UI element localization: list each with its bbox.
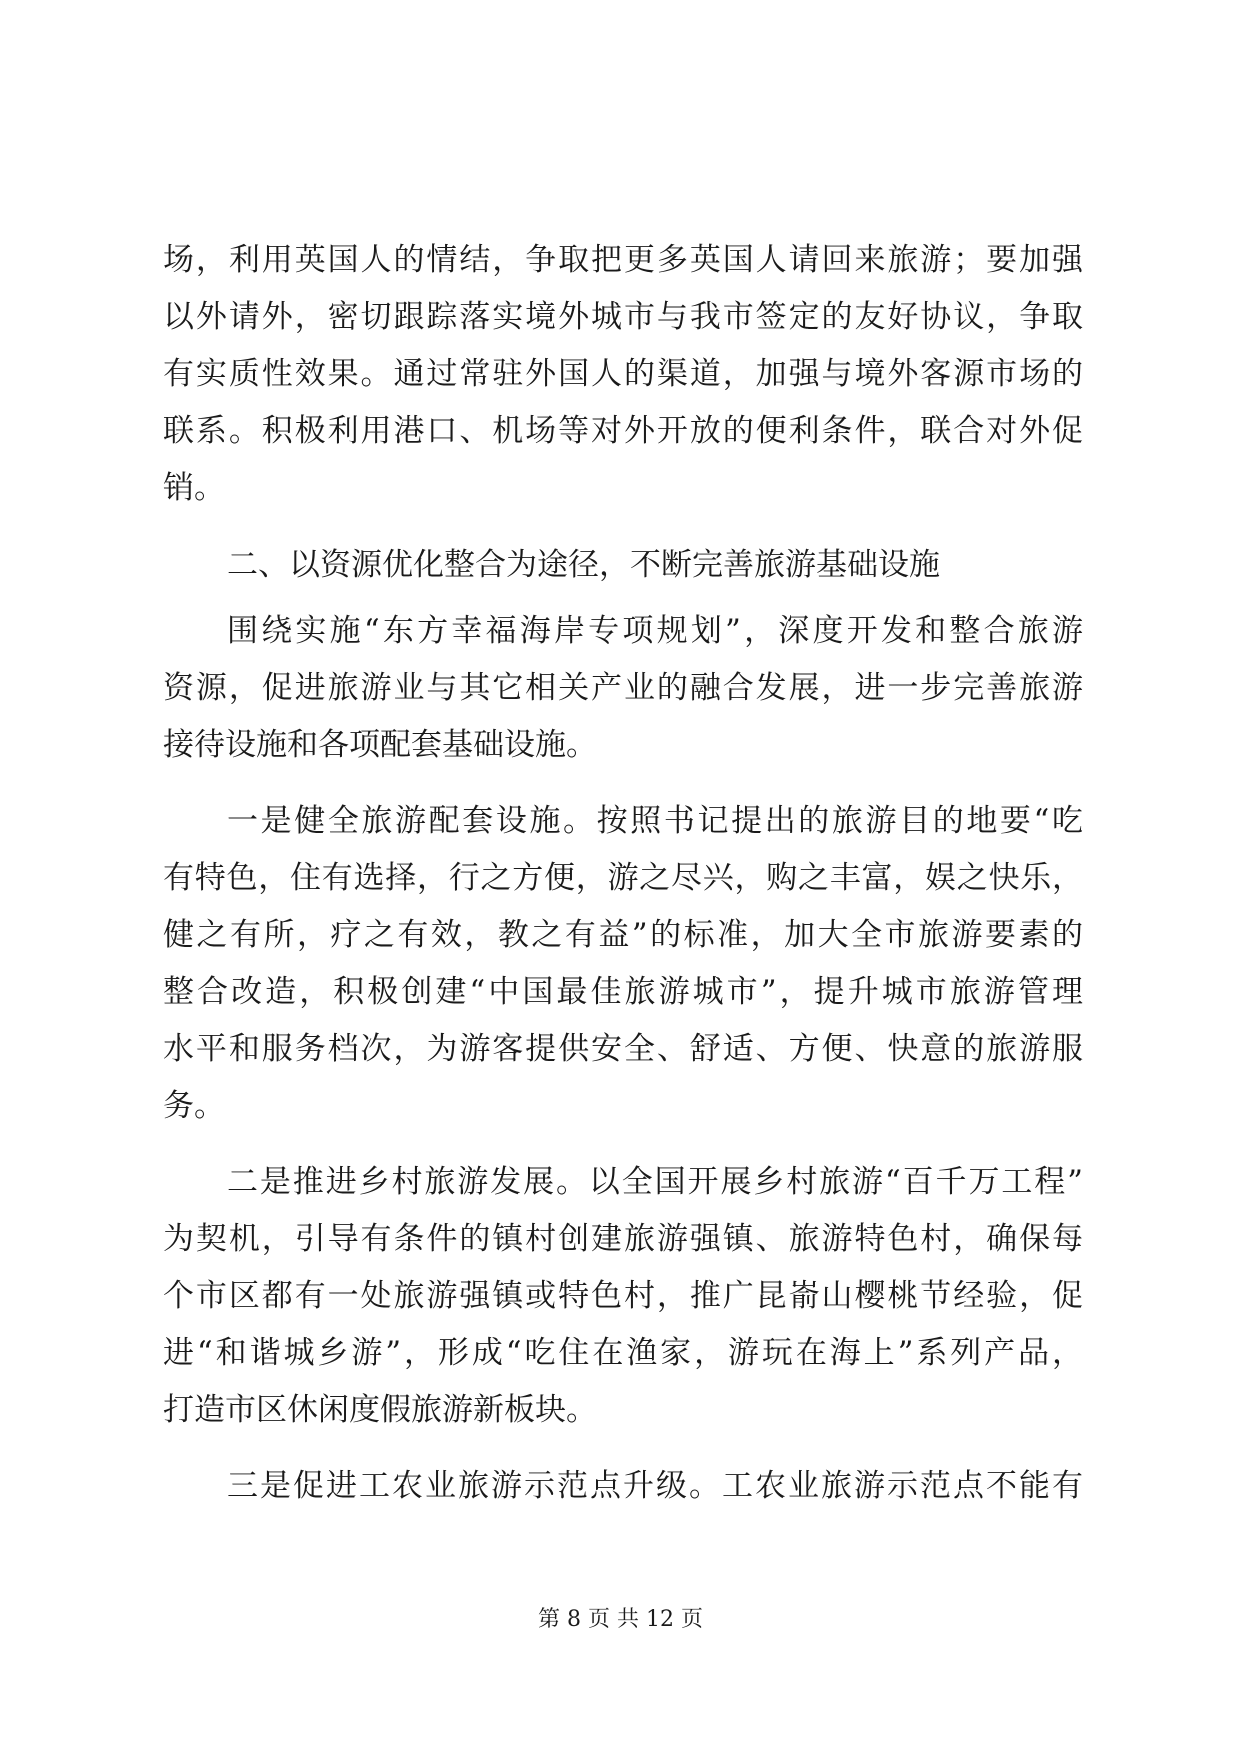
body-line: 有特色，住有选择，行之方便，游之尽兴，购之丰富，娱之快乐，: [163, 860, 1083, 896]
section-heading: 二、以资源优化整合为途径，不断完善旅游基础设施: [227, 547, 940, 583]
body-line: 整合改造，积极创建“中国最佳旅游城市”，提升城市旅游管理: [163, 974, 1083, 1010]
paragraph-first-line: 二是推进乡村旅游发展。以全国开展乡村旅游“百千万工程”: [227, 1164, 1083, 1200]
body-line: 销。: [163, 470, 225, 506]
body-line: 进“和谐城乡游”，形成“吃住在渔家，游玩在海上”系列产品，: [163, 1335, 1083, 1371]
body-line: 场，利用英国人的情结，争取把更多英国人请回来旅游；要加强: [163, 242, 1083, 278]
body-line: 有实质性效果。通过常驻外国人的渠道，加强与境外客源市场的: [163, 356, 1083, 392]
body-line: 资源，促进旅游业与其它相关产业的融合发展，进一步完善旅游: [163, 670, 1083, 706]
body-line: 水平和服务档次，为游客提供安全、舒适、方便、快意的旅游服: [163, 1031, 1083, 1067]
page-footer: 第 8 页 共 12 页: [538, 1607, 703, 1632]
body-line: 联系。积极利用港口、机场等对外开放的便利条件，联合对外促: [163, 413, 1083, 449]
body-line: 个市区都有一处旅游强镇或特色村，推广昆嵛山樱桃节经验，促: [163, 1278, 1083, 1314]
body-line: 打造市区休闲度假旅游新板块。: [163, 1392, 597, 1428]
paragraph-first-line: 围绕实施“东方幸福海岸专项规划”，深度开发和整合旅游: [227, 613, 1083, 649]
body-line: 务。: [163, 1088, 225, 1124]
paragraph-first-line: 一是健全旅游配套设施。按照书记提出的旅游目的地要“吃: [227, 803, 1083, 839]
body-line: 健之有所，疗之有效，教之有益”的标准，加大全市旅游要素的: [163, 917, 1083, 953]
body-line: 以外请外，密切跟踪落实境外城市与我市签定的友好协议，争取: [163, 299, 1083, 335]
body-line: 为契机，引导有条件的镇村创建旅游强镇、旅游特色村，确保每: [163, 1221, 1083, 1257]
body-line: 接待设施和各项配套基础设施。: [163, 727, 597, 763]
paragraph-first-line: 三是促进工农业旅游示范点升级。工农业旅游示范点不能有: [227, 1468, 1083, 1504]
